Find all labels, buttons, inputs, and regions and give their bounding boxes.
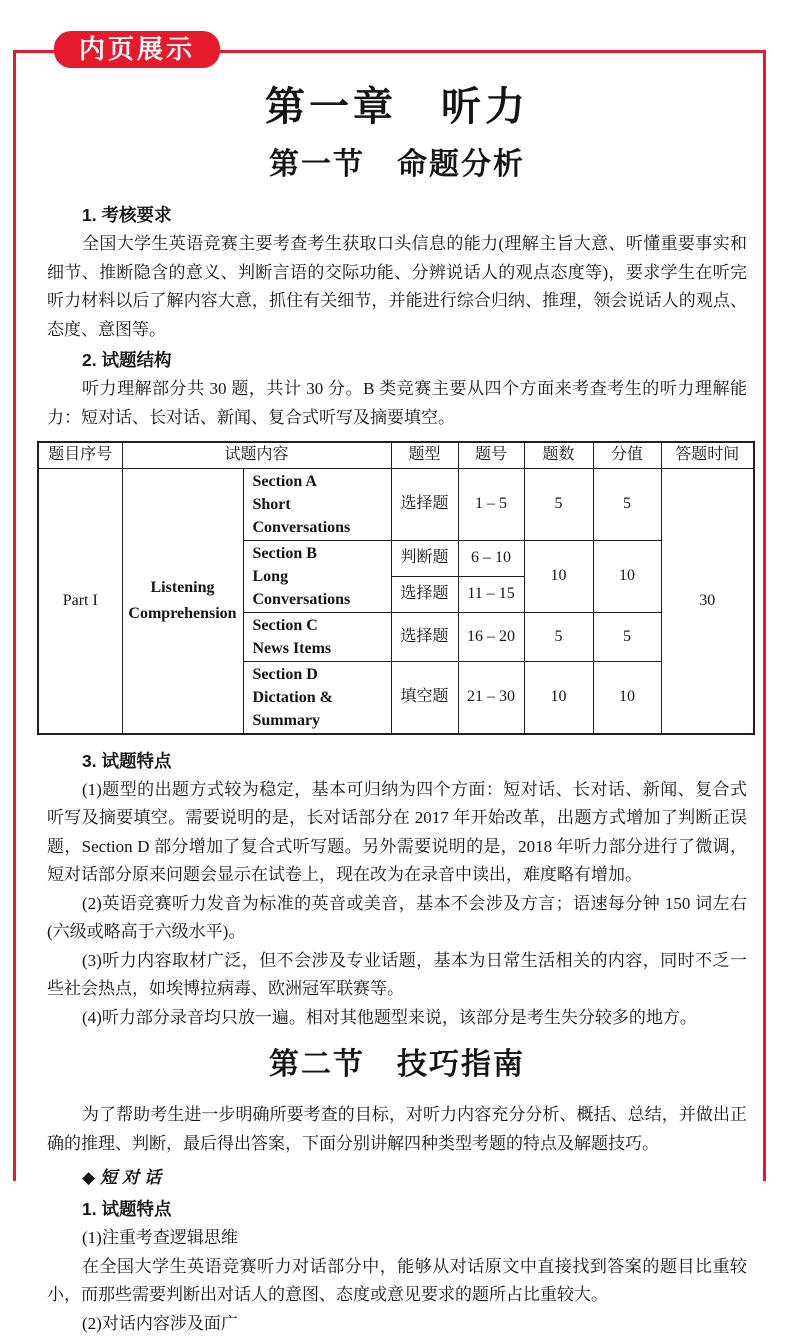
paragraph-feature-2: (2)英语竞赛听力发音为标准的英音或美音，基本不会涉及方言；语速每分钟 150 词左右(六级或略高于六级水平)。	[47, 890, 747, 947]
section-a-line2: Short Conversations	[253, 493, 389, 539]
cell-type-d: 填空题	[391, 661, 458, 734]
cell-count-d: 10	[524, 661, 593, 734]
inner-page-badge: 内页展示	[54, 31, 220, 68]
cell-section-d	[243, 661, 391, 734]
col-header-content: 试题内容	[122, 442, 391, 468]
cell-score-c: 5	[593, 612, 661, 661]
cell-part: Part I	[38, 468, 122, 734]
col-header-type: 题型	[391, 442, 458, 468]
cell-no-b2: 11 – 15	[458, 576, 524, 612]
col-header-score: 分值	[593, 442, 661, 468]
paragraph-skills-intro: 为了帮助考生进一步明确所要考查的目标，对听力内容充分分析、概括、总结，并做出正确的推理、判断，最后得出答案，下面分别讲解四种类型考题的特点及解题技巧。	[47, 1101, 747, 1158]
paragraph-exam-requirements: 全国大学生英语竞赛主要考查考生获取口头信息的能力(理解主旨大意、听懂重要事实和细节、推断隐含的意义、判断言语的交际功能、分辨说话人的观点态度等)，要求学生在听完听力材料以后了解内容大意，抓住有关细节，并能进行综合归纳、推理，领会说话人的观点、态度、意图等。	[47, 230, 747, 344]
section2-title: 第二节 技巧指南	[47, 1044, 747, 1086]
cell-no-c: 16 – 20	[458, 612, 524, 661]
cell-count-c: 5	[524, 612, 593, 661]
page-content	[47, 76, 747, 1338]
col-header-count: 题数	[524, 442, 593, 468]
section-d-line2: Dictation & Summary	[253, 686, 389, 732]
paragraph-logic-thinking: (1)注重考查逻辑思维	[47, 1224, 747, 1253]
cell-type-b2: 选择题	[391, 576, 458, 612]
cell-section-c	[243, 612, 391, 661]
cell-no-b1: 6 – 10	[458, 540, 524, 576]
col-header-part-no: 题目序号	[38, 442, 122, 468]
cell-no-d: 21 – 30	[458, 661, 524, 734]
paragraph-wide-topics: (2)对话内容涉及面广	[47, 1310, 747, 1338]
paragraph-feature-1: (1)题型的出题方式较为稳定，基本可归纳为四个方面：短对话、长对话、新闻、复合式听写及摘要填空。需要说明的是，长对话部分在 2017 年开始改革，出题方式增加了判断正误题，Section D 部分增加了复合式听写题。另外需要说明的是，2018 年听力部分进行了微调，短对话部分原来问题会显示在试卷上，现在改为在录音中读出，难度略有增加。	[47, 776, 747, 890]
col-header-question-no: 题号	[458, 442, 524, 468]
section-b-line1: Section B	[253, 542, 389, 565]
cell-no-a: 1 – 5	[458, 468, 524, 540]
heading-question-structure: 2. 试题结构	[47, 346, 747, 375]
paragraph-question-structure: 听力理解部分共 30 题，共计 30 分。B 类竞赛主要从四个方面来考查考生的听力理解能力：短对话、长对话、新闻、复合式听写及摘要填空。	[47, 375, 747, 432]
paragraph-feature-3: (3)听力内容取材广泛，但不会涉及专业话题，基本为日常生活相关的内容，同时不乏一些社会热点，如埃博拉病毒、欧洲冠军联赛等。	[47, 947, 747, 1004]
chapter-title: 第一章 听力	[47, 82, 747, 132]
table-row	[38, 468, 754, 540]
cell-count-a: 5	[524, 468, 593, 540]
cell-category	[122, 468, 243, 734]
paragraph-logic-detail: 在全国大学生英语竞赛听力对话部分中，能够从对话原文中直接找到答案的题目比重较小，而那些需要判断出对话人的意图、态度或意见要求的题所占比重较大。	[47, 1253, 747, 1310]
cell-type-a: 选择题	[391, 468, 458, 540]
cell-score-d: 10	[593, 661, 661, 734]
cell-category-line1: Listening	[125, 575, 241, 601]
heading-short-dialogue-features: 1. 试题特点	[47, 1195, 747, 1224]
heading-question-features: 3. 试题特点	[47, 747, 747, 776]
section-c-line1: Section C	[253, 614, 389, 637]
cell-score-b: 10	[593, 540, 661, 612]
paragraph-feature-4: (4)听力部分录音均只放一遍。相对其他题型来说，该部分是考生失分较多的地方。	[47, 1004, 747, 1033]
cell-score-a: 5	[593, 468, 661, 540]
cell-type-b1: 判断题	[391, 540, 458, 576]
heading-exam-requirements: 1. 考核要求	[47, 201, 747, 230]
cell-count-b: 10	[524, 540, 593, 612]
cell-category-line2: Comprehension	[125, 601, 241, 627]
short-dialogue-bullet: ◆短对话	[47, 1162, 747, 1193]
exam-structure-table	[37, 441, 755, 735]
section-a-line1: Section A	[253, 470, 389, 493]
section-d-line1: Section D	[253, 663, 389, 686]
col-header-time: 答题时间	[661, 442, 754, 468]
cell-section-a	[243, 468, 391, 540]
cell-total-time: 30	[661, 468, 754, 734]
cell-type-c: 选择题	[391, 612, 458, 661]
section-b-line2: Long Conversations	[253, 565, 389, 611]
table-header-row	[38, 442, 754, 468]
cell-section-b	[243, 540, 391, 612]
section1-title: 第一节 命题分析	[47, 144, 747, 186]
section-c-line2: News Items	[253, 637, 389, 660]
